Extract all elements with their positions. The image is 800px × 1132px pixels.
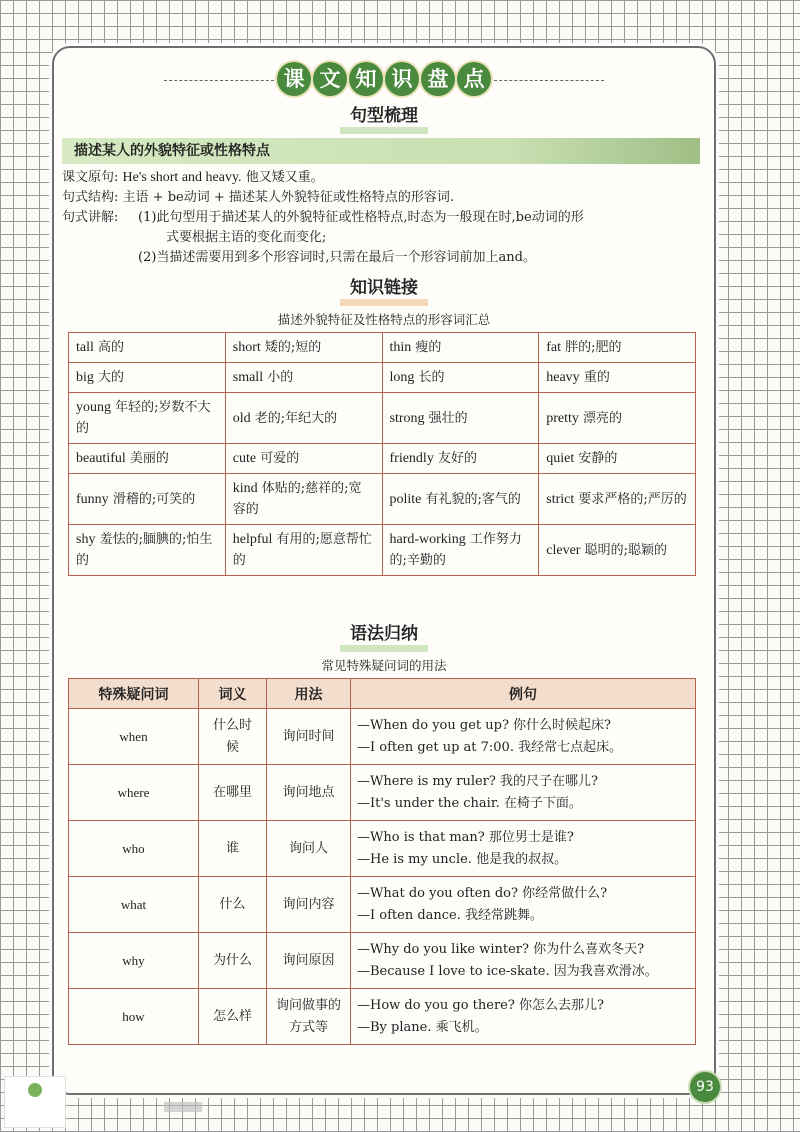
adjective-en: young — [76, 400, 111, 415]
adjective-cell — [225, 525, 382, 576]
example-cell — [351, 709, 696, 765]
example-question: —Who is that man? 那位男士是谁? — [357, 829, 574, 845]
question-word-table — [68, 678, 696, 1045]
banner-divider-right — [494, 80, 604, 81]
banner — [54, 62, 714, 96]
original-label: 课文原句: — [62, 170, 119, 185]
adjective-zh: 有礼貌的;客气的 — [425, 491, 521, 507]
adjective-table-caption: 描述外貌特征及性格特点的形容词汇总 — [277, 312, 491, 327]
question-usage: 询问原因 — [267, 933, 351, 989]
question-meaning: 什么时候 — [199, 709, 267, 765]
banner-char: 文 — [313, 62, 347, 96]
example-cell — [351, 821, 696, 877]
question-usage: 询问内容 — [267, 877, 351, 933]
adjective-zh: 矮的;短的 — [264, 340, 322, 355]
adjective-cell — [69, 525, 226, 576]
adjective-table — [68, 332, 696, 576]
adjective-en: long — [389, 370, 415, 385]
adjective-zh: 年轻的;岁数不大的 — [76, 400, 211, 436]
structure-text: 主语 + be动词 + 描述某人外貌特征或性格特点的形容词. — [122, 190, 454, 205]
example-question: —What do you often do? 你经常做什么? — [357, 885, 608, 901]
table-row — [69, 989, 696, 1045]
adjective-zh: 大的 — [98, 370, 125, 385]
explain-point-1b: 式要根据主语的变化而变化; — [166, 230, 327, 245]
question-word: why — [69, 933, 199, 989]
banner-char: 盘 — [421, 62, 455, 96]
table-row — [69, 363, 696, 393]
sentence-structure — [62, 188, 454, 208]
original-en: He's short and heavy. — [122, 170, 242, 185]
adjective-zh: 美丽的 — [129, 451, 169, 466]
pattern-topic: 描述某人的外貌特征或性格特点 — [62, 138, 700, 164]
footer-mark — [164, 1102, 202, 1112]
example-question: —Why do you like winter? 你为什么喜欢冬天? — [357, 941, 645, 957]
table-row — [69, 709, 696, 765]
adjective-en: heavy — [546, 370, 580, 385]
table-row — [69, 474, 696, 525]
table-row — [69, 933, 696, 989]
section-title-knowledge-link: 知识链接 — [54, 278, 714, 306]
table-row — [69, 821, 696, 877]
question-usage: 询问做事的方式等 — [267, 989, 351, 1045]
question-word: how — [69, 989, 199, 1045]
adjective-en: pretty — [546, 410, 579, 426]
adjective-cell — [382, 444, 539, 474]
explain-label: 句式讲解: — [62, 210, 119, 225]
example-answer: —By plane. 乘飞机。 — [357, 1019, 488, 1035]
adjective-cell — [539, 444, 696, 474]
page-number: 93 — [690, 1072, 720, 1102]
adjective-zh: 长的 — [418, 370, 445, 385]
question-word: when — [69, 709, 199, 765]
example-answer: —It's under the chair. 在椅子下面。 — [357, 795, 582, 811]
adjective-cell — [225, 474, 382, 525]
example-answer: —He is my uncle. 他是我的叔叔。 — [357, 851, 568, 867]
table-row — [69, 333, 696, 363]
publisher-stamp — [4, 1076, 66, 1128]
table-row — [69, 765, 696, 821]
explain-point-1a: (1)此句型用于描述某人的外貌特征或性格特点,时态为一般现在时,be动词的形 — [138, 210, 584, 225]
publisher-logo-icon — [28, 1083, 42, 1097]
question-meaning: 为什么 — [199, 933, 267, 989]
adjective-cell — [225, 333, 382, 363]
header-word: 特殊疑问词 — [69, 679, 199, 709]
adjective-cell — [69, 474, 226, 525]
lesson-summary-card — [52, 46, 716, 1095]
adjective-en: kind — [232, 481, 258, 496]
adjective-zh: 强壮的 — [428, 410, 468, 426]
adjective-en: old — [232, 410, 251, 426]
example-question: —How do you go there? 你怎么去那儿? — [357, 997, 604, 1013]
table-row — [69, 444, 696, 474]
adjective-en: fat — [546, 340, 562, 355]
adjective-en: friendly — [389, 451, 434, 466]
adjective-en: tall — [76, 340, 94, 355]
adjective-zh: 瘦的 — [415, 340, 442, 355]
question-word: who — [69, 821, 199, 877]
adjective-cell — [382, 363, 539, 393]
adjective-cell — [69, 444, 226, 474]
adjective-cell — [69, 363, 226, 393]
adjective-zh: 羞怯的;腼腆的;怕生的 — [76, 532, 213, 568]
adjective-en: hard-working — [389, 532, 466, 547]
table-row — [69, 525, 696, 576]
adjective-en: polite — [389, 491, 422, 507]
adjective-cell — [69, 333, 226, 363]
adjective-en: strong — [389, 410, 425, 426]
adjective-en: strict — [546, 491, 575, 507]
adjective-zh: 要求严格的;严厉的 — [578, 491, 687, 507]
adjective-en: beautiful — [76, 451, 126, 466]
adjective-zh: 友好的 — [437, 451, 477, 466]
original-zh: 他又矮又重。 — [245, 170, 324, 185]
adjective-zh: 胖的;肥的 — [565, 340, 622, 355]
adjective-en: shy — [76, 532, 96, 547]
banner-char: 识 — [385, 62, 419, 96]
adjective-cell — [382, 333, 539, 363]
banner-divider-left — [164, 80, 274, 81]
structure-label: 句式结构: — [62, 190, 119, 205]
adjective-en: thin — [389, 340, 412, 355]
table-row — [69, 877, 696, 933]
adjective-zh: 重的 — [583, 370, 610, 385]
adjective-cell — [69, 393, 226, 444]
section-title-sentence-patterns: 句型梳理 — [54, 106, 714, 134]
question-usage: 询问时间 — [267, 709, 351, 765]
adjective-zh: 聪明的;聪颖的 — [584, 542, 667, 558]
adjective-en: quiet — [546, 451, 575, 466]
explain-point-2: (2)当描述需要用到多个形容词时,只需在最后一个形容词前加上and。 — [138, 250, 536, 265]
header-meaning: 词义 — [199, 679, 267, 709]
example-cell — [351, 877, 696, 933]
example-answer: —Because I love to ice-skate. 因为我喜欢滑冰。 — [357, 963, 658, 979]
adjective-en: small — [232, 370, 264, 385]
adjective-zh: 体贴的;慈祥的;宽容的 — [232, 481, 362, 517]
adjective-cell — [539, 393, 696, 444]
header-example: 例句 — [351, 679, 696, 709]
adjective-en: big — [76, 370, 94, 385]
adjective-en: clever — [546, 542, 581, 558]
example-answer: —I often get up at 7:00. 我经常七点起床。 — [357, 739, 623, 755]
adjective-zh: 有用的;愿意帮忙的 — [232, 532, 372, 568]
adjective-zh: 工作努力的;辛勤的 — [389, 532, 522, 568]
adjective-cell — [539, 525, 696, 576]
adjective-zh: 滑稽的;可笑的 — [112, 491, 196, 507]
question-word: what — [69, 877, 199, 933]
adjective-cell — [539, 474, 696, 525]
question-word: where — [69, 765, 199, 821]
table-row — [69, 393, 696, 444]
adjective-zh: 安静的 — [578, 451, 618, 466]
example-cell — [351, 765, 696, 821]
adjective-zh: 小的 — [267, 370, 294, 385]
adjective-en: funny — [76, 491, 109, 507]
adjective-zh: 老的;年纪大的 — [254, 410, 338, 426]
banner-char: 点 — [457, 62, 491, 96]
example-question: —When do you get up? 你什么时候起床? — [357, 717, 612, 733]
question-usage: 询问人 — [267, 821, 351, 877]
section-title-grammar: 语法归纳 — [54, 624, 714, 652]
table-header-row — [69, 679, 696, 709]
example-cell — [351, 989, 696, 1045]
banner-char: 知 — [349, 62, 383, 96]
adjective-cell — [539, 333, 696, 363]
example-answer: —I often dance. 我经常跳舞。 — [357, 907, 544, 923]
adjective-en: short — [232, 340, 261, 355]
question-meaning: 怎么样 — [199, 989, 267, 1045]
adjective-cell — [225, 393, 382, 444]
question-meaning: 谁 — [199, 821, 267, 877]
question-usage: 询问地点 — [267, 765, 351, 821]
adjective-cell — [382, 393, 539, 444]
original-sentence — [62, 168, 324, 188]
banner-char: 课 — [277, 62, 311, 96]
example-cell — [351, 933, 696, 989]
adjective-cell — [225, 363, 382, 393]
adjective-cell — [539, 363, 696, 393]
question-meaning: 在哪里 — [199, 765, 267, 821]
adjective-en: helpful — [232, 532, 273, 547]
header-usage: 用法 — [267, 679, 351, 709]
adjective-cell — [382, 474, 539, 525]
banner-title — [277, 62, 491, 96]
adjective-zh: 高的 — [98, 340, 125, 355]
adjective-cell — [225, 444, 382, 474]
adjective-cell — [382, 525, 539, 576]
example-question: —Where is my ruler? 我的尺子在哪儿? — [357, 773, 598, 789]
adjective-zh: 漂亮的 — [583, 410, 623, 426]
adjective-zh: 可爱的 — [260, 451, 300, 466]
adjective-en: cute — [232, 451, 257, 466]
question-table-caption: 常见特殊疑问词的用法 — [321, 658, 447, 673]
question-meaning: 什么 — [199, 877, 267, 933]
